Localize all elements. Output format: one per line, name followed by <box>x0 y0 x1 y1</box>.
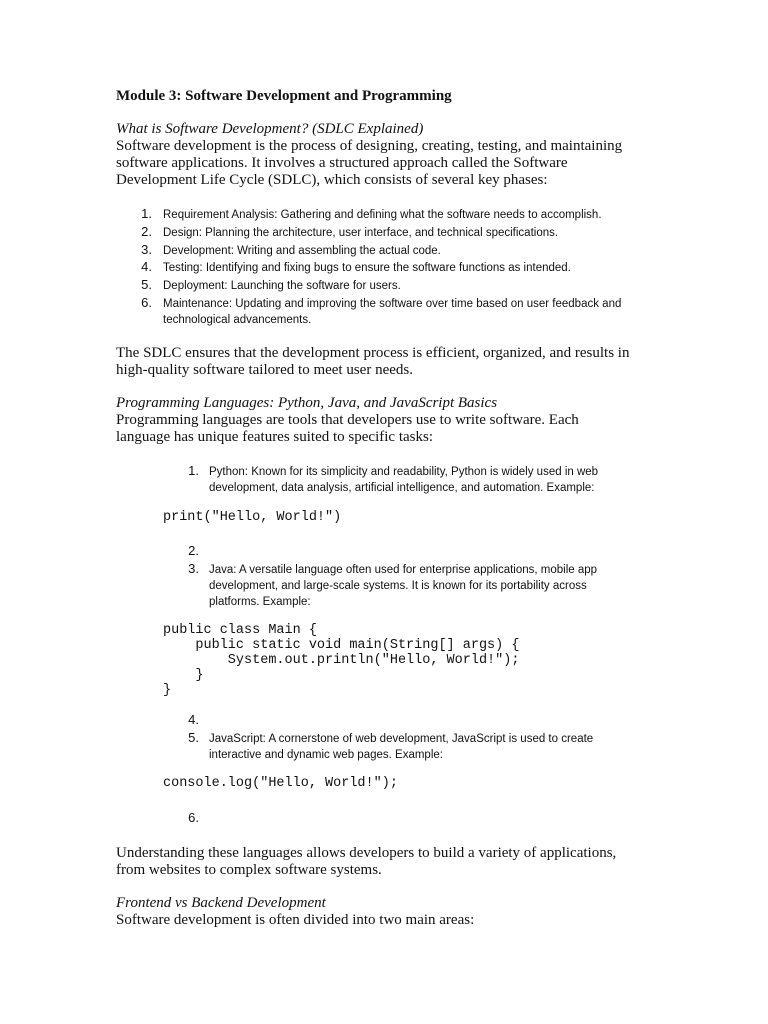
list-number: 2. <box>141 224 152 239</box>
list-text: Development: Writing and assembling the actual code. <box>163 245 441 257</box>
list-number: 3. <box>141 242 152 257</box>
list-number: 1. <box>141 206 152 221</box>
list-text: Testing: Identifying and fixing bugs to ensure the software functions as intended. <box>163 262 571 274</box>
list-number: 4. <box>141 259 152 274</box>
code-example-python: print("Hello, World!") <box>163 510 342 525</box>
list-number: 5. <box>188 730 199 745</box>
languages-intro-paragraph: Programming languages are tools that developers use to write software. Each language has unique features suited to specific tasks: <box>116 412 579 445</box>
module-title: Module 3: Software Development and Programming <box>116 88 452 104</box>
section-heading-frontend-backend: Frontend vs Backend Development <box>116 895 326 911</box>
list-text: Maintenance: Updating and improving the software over time based on user feedback and technological advancements. <box>163 298 622 326</box>
list-number: 4. <box>188 712 199 727</box>
sdlc-intro-paragraph: Software development is the process of designing, creating, testing, and maintaining software applications. It involves a structured approach called the Software Development Life Cycle (SDLC), which consists of several key phases: <box>116 138 623 188</box>
list-number: 3. <box>188 561 199 576</box>
list-text: Deployment: Launching the software for users. <box>163 280 401 292</box>
code-example-javascript: console.log("Hello, World!"); <box>163 776 398 791</box>
list-text: JavaScript: A cornerstone of web development, JavaScript is used to create interactive and dynamic web pages. Example: <box>209 733 594 761</box>
section-heading-sdlc: What is Software Development? (SDLC Explained) <box>116 121 424 137</box>
list-text: Java: A versatile language often used for enterprise applications, mobile app development, and large-scale systems. It is known for its portability across platforms. Example: <box>209 564 598 608</box>
code-example-java: public class Main { public static void main(String[] args) { System.out.println("Hello, World!"); } } <box>163 623 520 698</box>
list-number: 2. <box>188 543 199 558</box>
list-number: 1. <box>188 463 199 478</box>
sdlc-summary-paragraph: The SDLC ensures that the development process is efficient, organized, and results in high-quality software tailored to meet user needs. <box>116 345 630 378</box>
list-text: Python: Known for its simplicity and readability, Python is widely used in web development, data analysis, artificial intelligence, and automation. Example: <box>209 466 599 494</box>
frontend-backend-intro-paragraph: Software development is often divided into two main areas: <box>116 912 475 928</box>
list-number: 5. <box>141 277 152 292</box>
section-heading-languages: Programming Languages: Python, Java, and JavaScript Basics <box>116 395 498 411</box>
list-number: 6. <box>141 295 152 310</box>
list-text: Design: Planning the architecture, user interface, and technical specifications. <box>163 227 559 239</box>
list-number: 6. <box>188 810 199 825</box>
languages-summary-paragraph: Understanding these languages allows developers to build a variety of applications, from websites to complex software systems. <box>116 845 617 878</box>
list-text: Requirement Analysis: Gathering and defining what the software needs to accomplish. <box>163 209 602 221</box>
